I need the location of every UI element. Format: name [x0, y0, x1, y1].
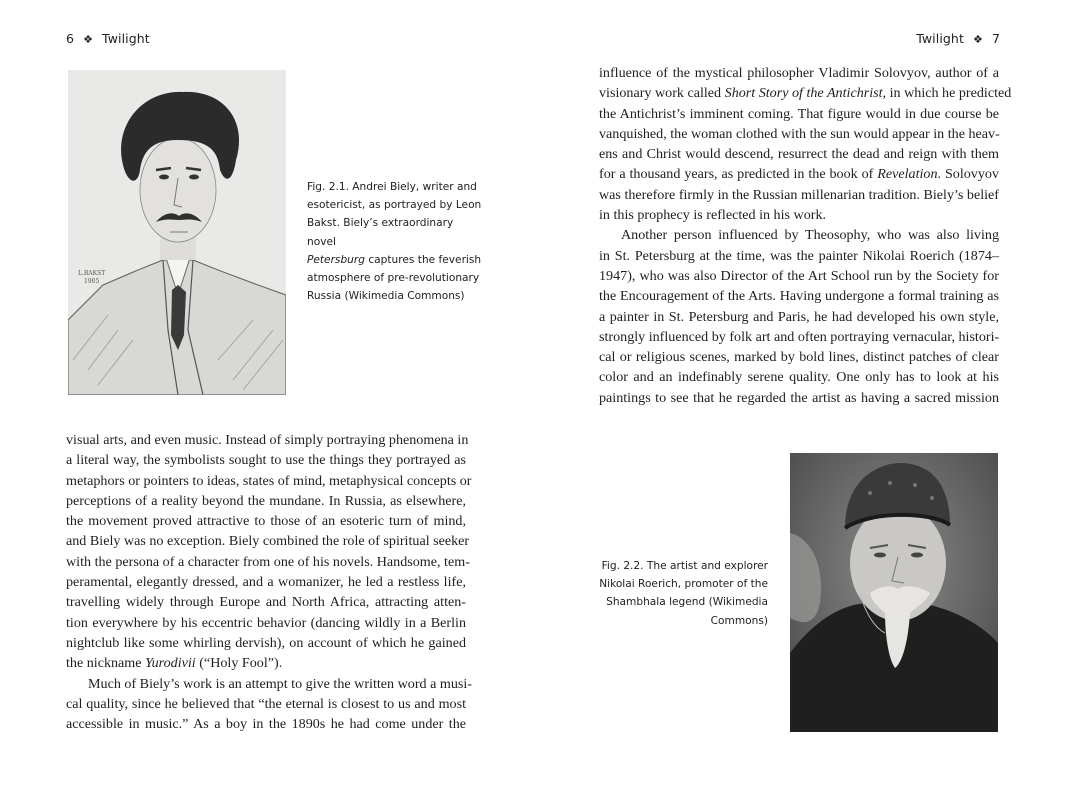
running-head-title: Twilight — [916, 31, 964, 46]
text-line: Much of Biely’s work is an attempt to give the written word a musi- — [88, 675, 472, 692]
portrait-photo-image — [790, 453, 998, 732]
running-head-left — [66, 31, 150, 46]
text-line: paintings to see that he regarded the artist as having a sacred mission — [599, 389, 999, 406]
caption-line: Russia (Wikimedia Commons) — [307, 290, 465, 303]
svg-text:1905: 1905 — [84, 278, 100, 285]
text-line: influence of the mystical philosopher Vladimir Solovyov, author of a — [599, 65, 999, 81]
svg-text:L.BAKST: L.BAKST — [78, 270, 106, 277]
caption-line: Shambhala legend (Wikimedia — [606, 596, 768, 609]
text-line: with the persona of a character from one of his novels. Handsome, tem- — [66, 553, 470, 570]
text-line: tion everywhere by his eccentric behavior (dancing wildly in a Berlin — [66, 614, 466, 631]
text-line: perceptions of a reality beyond the mundane. In Russia, as elsewhere, — [66, 492, 466, 509]
page-number: 6 — [66, 31, 75, 46]
text-line: travelling widely through Europe and North Africa, attracting atten- — [66, 594, 466, 611]
caption-line: atmosphere of pre-revolutionary — [307, 272, 480, 285]
text-line: strongly influenced by folk art and often portraying vernacular, histori- — [599, 328, 1000, 345]
figure-caption-2-1 — [307, 178, 482, 305]
figure-caption-2-2 — [596, 557, 768, 630]
caption-line: esotericist, as portrayed by Leon — [307, 199, 482, 212]
text-line: cal quality, since he believed that “the eternal is closest to us and most — [66, 695, 466, 712]
text-line: the Encouragement of the Arts. Having undergone a formal training as — [599, 288, 999, 305]
text-line: color and an indefinably serene quality. One only has to look at his — [599, 369, 999, 386]
figure-nikolai-roerich-photo — [790, 453, 998, 732]
text-line: Another person influenced by Theosophy, who was also living — [621, 227, 999, 244]
caption-line: Fig. 2.1. Andrei Biely, writer and — [307, 181, 477, 193]
text-line: metaphors or pointers to ideas, states of mind, metaphysical concepts or — [66, 472, 472, 489]
running-head-title: Twilight — [102, 31, 150, 46]
italic-title: Petersburg — [307, 253, 365, 266]
text-line: 1947), who was also Director of the Art School run by the Society for — [599, 267, 999, 284]
caption-line: Petersburg captures the feverish — [307, 253, 482, 266]
text-line: a painter in St. Petersburg and Paris, he had developed his own style, — [599, 308, 999, 325]
text-line: for a thousand years, as predicted in the book of Revelation. Solovyov — [599, 166, 999, 183]
caption-line: Fig. 2.2. The artist and explorer — [601, 560, 768, 572]
fleuron-ornament-icon: ❖ — [972, 33, 983, 46]
italic-title: Yurodivii — [145, 655, 196, 672]
text-line: cal or religious scenes, marked by bold lines, distinct patches of clear — [599, 349, 999, 366]
body-text-left-page — [66, 430, 472, 734]
italic-title: Revelation — [877, 166, 938, 183]
text-line: and Biely was no exception. Biely combined the role of spiritual seeker — [66, 533, 470, 550]
text-line: accessible in music.” As a boy in the 1890s he had come under the — [66, 716, 466, 733]
figure-andrei-biely-portrait — [68, 70, 286, 395]
caption-line: Commons) — [710, 614, 768, 627]
text-line: nightclub like some whirling dervish), on account of which he gained — [66, 634, 466, 651]
text-line: the movement proved attractive to those of an esoteric turn of mind, — [66, 513, 466, 530]
running-head-right — [916, 31, 1000, 46]
text-line: a literal way, the symbolists sought to use the things they portrayed as — [66, 452, 466, 469]
text-line: the nickname Yurodivii (“Holy Fool”). — [66, 655, 283, 672]
italic-title: Short Story of the Antichrist, — [724, 85, 887, 102]
text-line: in this prophecy is reflected in his work. — [599, 207, 827, 224]
body-text-right-page — [599, 63, 1012, 408]
text-line: visual arts, and even music. Instead of simply portraying phenomena in — [66, 432, 469, 448]
text-line: vanquished, the woman clothed with the sun would appear in the heav- — [599, 125, 1000, 142]
caption-line: Bakst. Biely’s extraordinary novel — [307, 217, 454, 248]
text-line: visionary work called Short Story of the Antichrist, in which he predicted — [599, 85, 1012, 102]
text-line: the Antichrist’s imminent coming. That figure would in due course be — [599, 105, 999, 122]
page-number: 7 — [991, 31, 1000, 46]
text-line: in St. Petersburg at the time, was the painter Nikolai Roerich (1874– — [599, 247, 999, 264]
caption-line: Nikolai Roerich, promoter of the — [599, 578, 768, 591]
text-line: ens and Christ would descend, resurrect the dead and reign with them — [599, 146, 999, 163]
text-line: was therefore firmly in the Russian millenarian tradition. Biely’s belief — [599, 186, 999, 203]
portrait-sketch-image — [68, 70, 286, 395]
text-line: peramental, elegantly dressed, and a womanizer, he led a restless life, — [66, 574, 466, 591]
fleuron-ornament-icon: ❖ — [83, 33, 94, 46]
